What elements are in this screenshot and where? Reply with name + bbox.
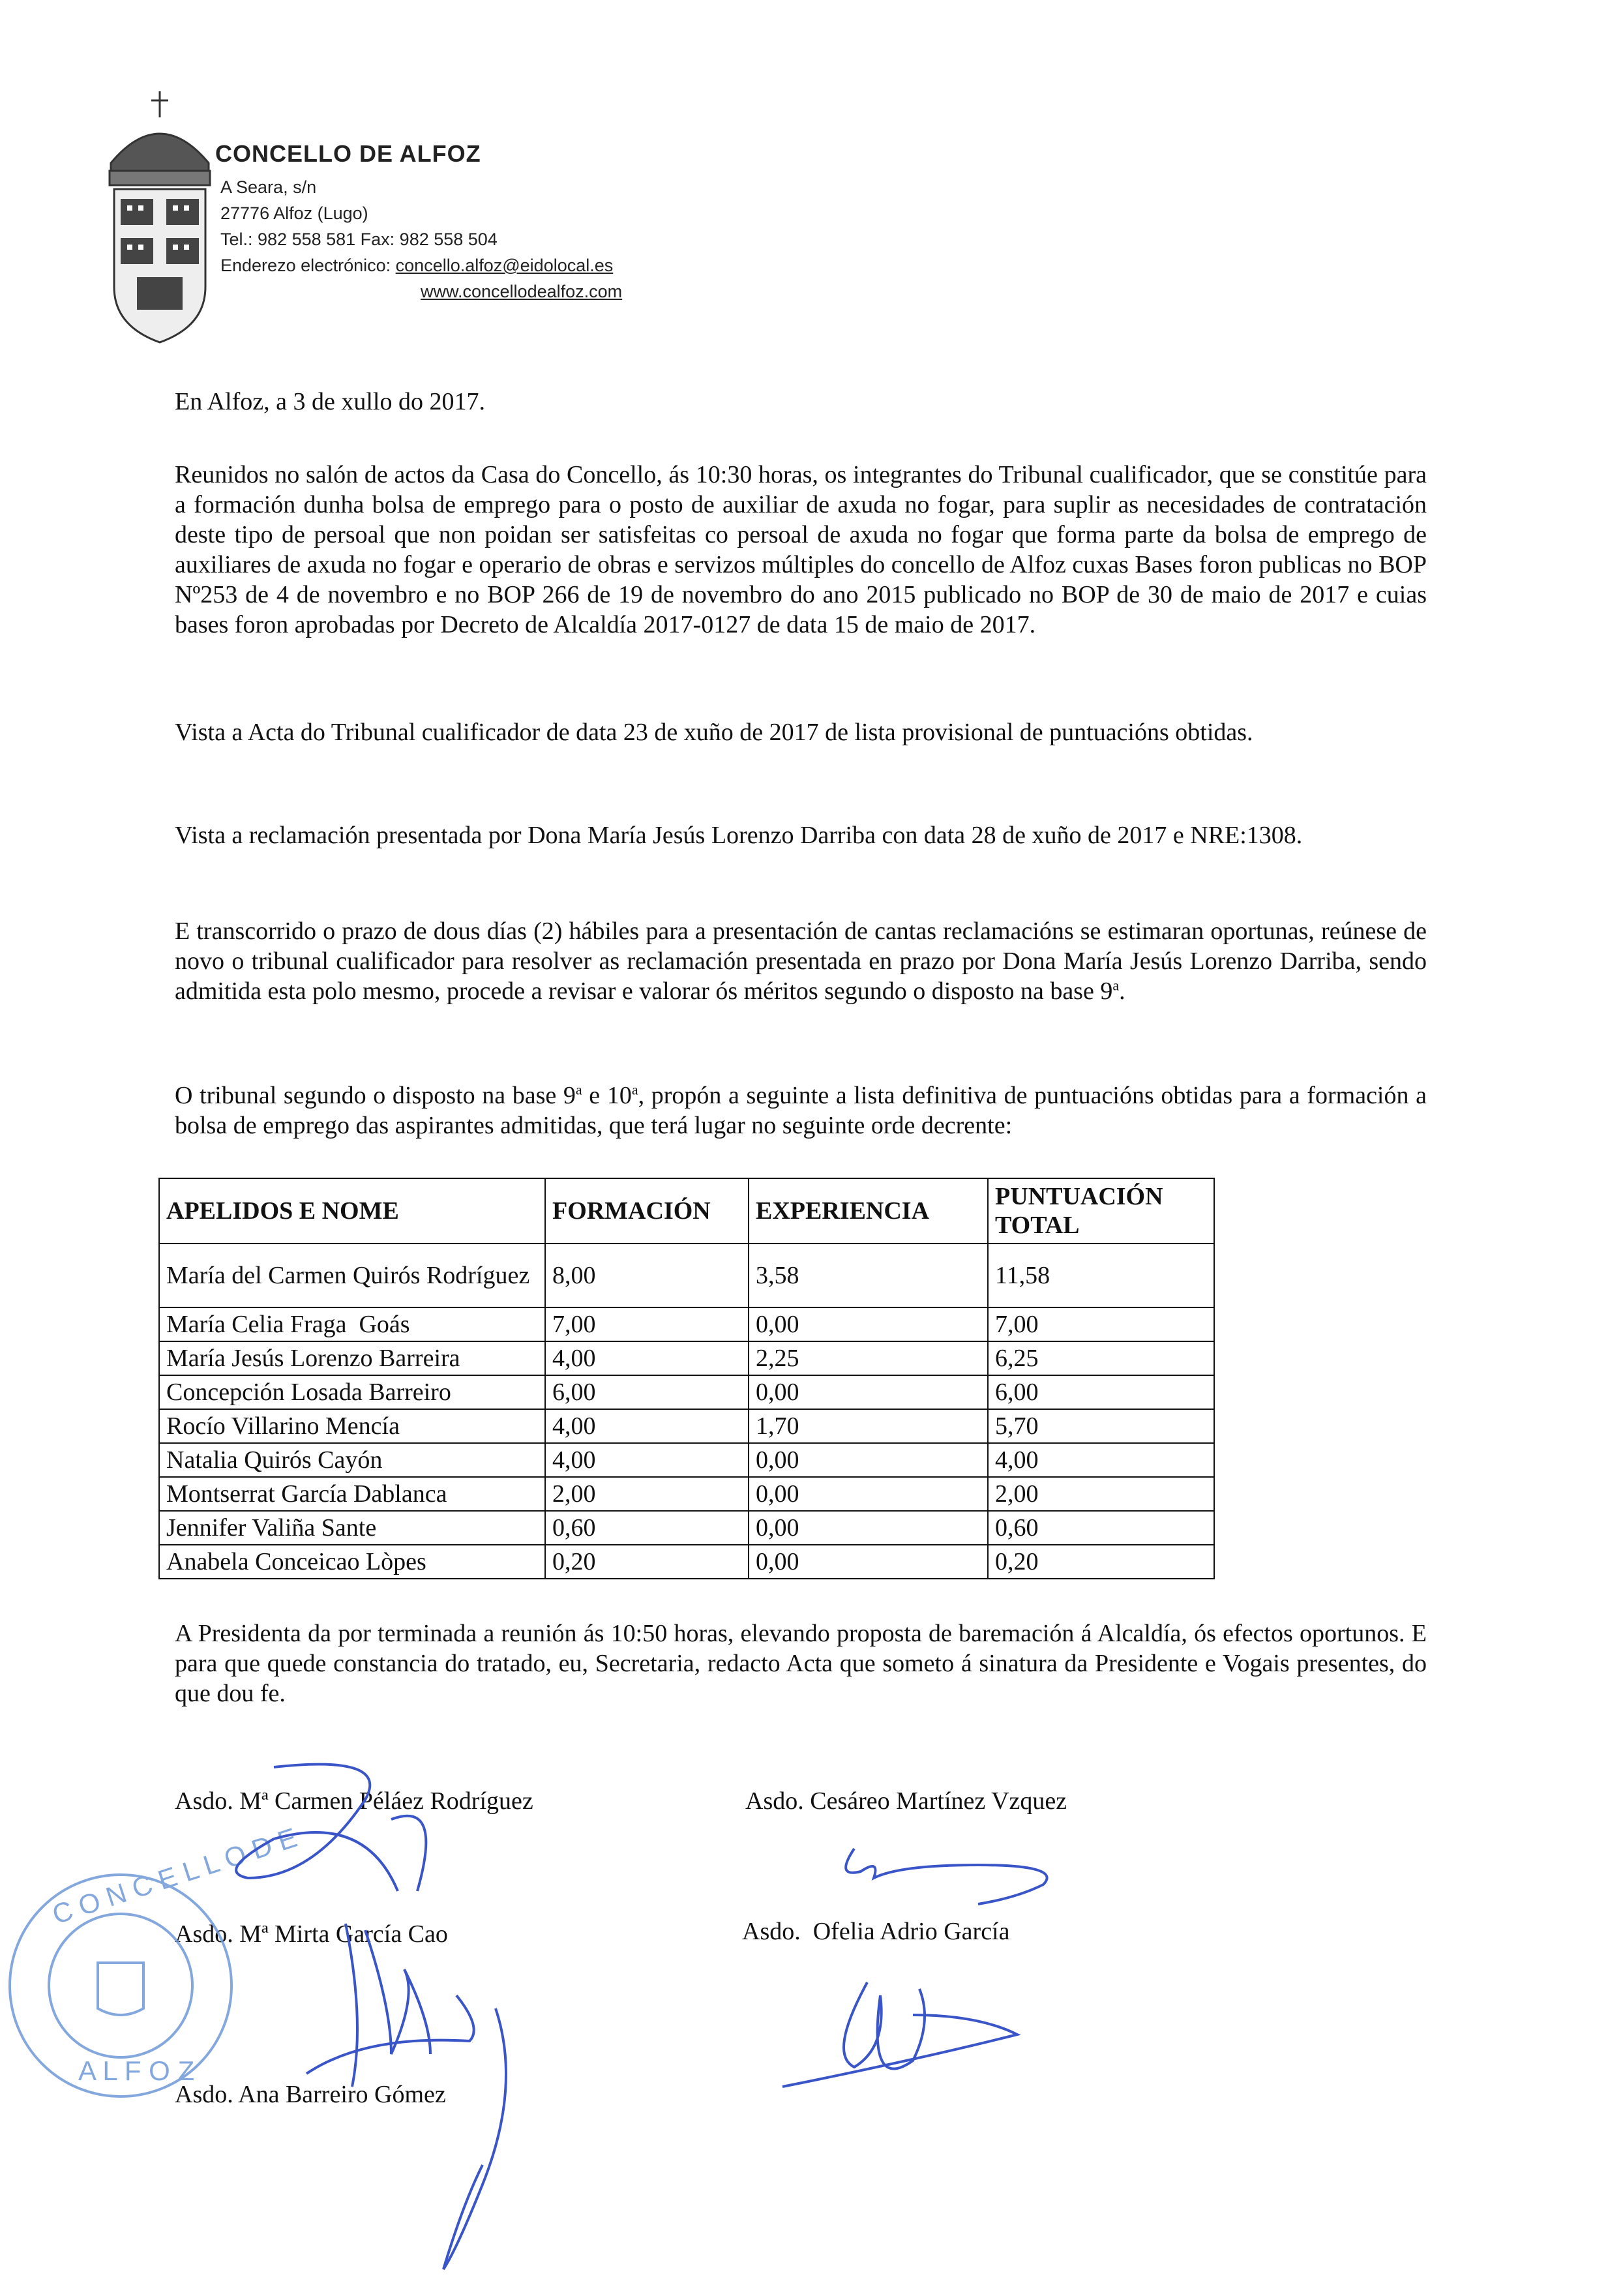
date-line: En Alfoz, a 3 de xullo do 2017. bbox=[175, 388, 485, 415]
cell-total: 6,00 bbox=[988, 1375, 1214, 1409]
header-training: FORMACIÓN bbox=[545, 1178, 749, 1244]
cell-name: Jennifer Valiña Sante bbox=[159, 1511, 545, 1545]
signature-line-4: Asdo. Ofelia Adrio García bbox=[742, 1918, 1010, 1945]
cell-experience: 0,00 bbox=[749, 1375, 988, 1409]
cell-experience: 0,00 bbox=[749, 1477, 988, 1511]
header-total: PUNTUACIÓN TOTAL bbox=[988, 1178, 1214, 1244]
p4-end: . bbox=[1119, 977, 1125, 1005]
email-link[interactable]: concello.alfoz@eidolocal.es bbox=[395, 256, 614, 275]
header-experience: EXPERIENCIA bbox=[749, 1178, 988, 1244]
cell-total: 6,25 bbox=[988, 1341, 1214, 1375]
signature-line-2: Asdo. Cesáreo Martínez Vzquez bbox=[745, 1787, 1067, 1815]
address-city: 27776 Alfoz (Lugo) bbox=[220, 203, 368, 223]
cell-training: 2,00 bbox=[545, 1477, 749, 1511]
cell-training: 7,00 bbox=[545, 1307, 749, 1341]
cell-training: 4,00 bbox=[545, 1443, 749, 1477]
paragraph-provisional-list: Vista a Acta do Tribunal cualificador de data 23 de xuño de 2017 de lista provisional de puntuacións obtidas. bbox=[175, 719, 1253, 746]
cell-name: Natalia Quirós Cayón bbox=[159, 1443, 545, 1477]
cell-experience: 1,70 bbox=[749, 1409, 988, 1443]
signature-line-5: Asdo. Ana Barreiro Gómez bbox=[175, 2081, 446, 2108]
address-phone: Tel.: 982 558 581 Fax: 982 558 504 bbox=[220, 230, 498, 249]
cell-name: Rocío Villarino Mencía bbox=[159, 1409, 545, 1443]
signature-line-3: Asdo. Mª Mirta García Cao bbox=[175, 1920, 448, 1948]
cell-total: 5,70 bbox=[988, 1409, 1214, 1443]
cell-name: María del Carmen Quirós Rodríguez bbox=[159, 1244, 545, 1307]
handwritten-signature-icon bbox=[782, 1982, 1017, 2087]
website-link[interactable]: www.concellodealfoz.com bbox=[421, 282, 623, 301]
paragraph-meeting: Reunidos no salón de actos da Casa do Concello, ás 10:30 horas, os integrantes do Tribunal cualificador, que se constitúe para a formación dunha bolsa de emprego para o posto de auxiliar de axuda no fogar, para suplir as necesidades de contratación deste tipo de persoal que non poidan ser satisfeitas co persoal de axuda no fogar que forma parte da bolsa de emprego de auxiliares de axuda no fogar e operario de obras e servizos múltiples do concello de Alfoz cuxas Bases foron publicas no BOP Nº253 de 4 de novembro e no BOP 266 de 19 de novembro do ano 2015 publicado no BOP de 30 de maio de 2017 e cuias bases foron aprobadas por Decreto de Alcaldía 2017-0127 de data 15 de maio de 2017. bbox=[175, 461, 1427, 638]
header-name: APELIDOS E NOME bbox=[159, 1178, 545, 1244]
cell-training: 8,00 bbox=[545, 1244, 749, 1307]
cell-name: Montserrat García Dablanca bbox=[159, 1477, 545, 1511]
cell-name: María Celia Fraga Goás bbox=[159, 1307, 545, 1341]
p4-main: E transcorrido o prazo de dous días (2) hábiles para a presentación de cantas reclamacións se estimaran oportunas, reúnese de novo o tribunal cualificador para resolver as reclamación presentada en prazo por Dona María Jesús Lorenzo Darriba, sendo admitida esta polo mesmo, procede a revisar e valorar ós méritos segundo o disposto na base 9 bbox=[175, 917, 1427, 1005]
cell-total: 4,00 bbox=[988, 1443, 1214, 1477]
paragraph-claim: Vista a reclamación presentada por Dona María Jesús Lorenzo Darriba con data 28 de xuño de 2017 e NRE:1308. bbox=[175, 822, 1303, 849]
organization-name: CONCELLO DE ALFOZ bbox=[215, 140, 481, 167]
cell-training: 6,00 bbox=[545, 1375, 749, 1409]
cell-experience: 0,00 bbox=[749, 1307, 988, 1341]
p5-c: , propón a seguinte a lista definitiva de puntuacións obtidas para a formación a bolsa de emprego das aspirantes admitidas, que terá lugar no seguinte orde decrente: bbox=[175, 1082, 1427, 1139]
cell-training: 4,00 bbox=[545, 1409, 749, 1443]
p5-sup2: a bbox=[631, 1081, 638, 1098]
p5-a: O tribunal segundo o disposto na base 9 bbox=[175, 1082, 576, 1109]
email-label: Enderezo electrónico: bbox=[220, 256, 396, 275]
cell-total: 7,00 bbox=[988, 1307, 1214, 1341]
paragraph-closing: A Presidenta da por terminada a reunión ás 10:50 horas, elevando proposta de baremación á Alcaldía, ós efectos oportunos. E para que quede constancia do tratado, eu, Secretaria, redacto Acta que someto á sinatura da Presidente e Vogais presentes, do que dou fe. bbox=[175, 1620, 1427, 1707]
svg-text:A L F O Z: A L F O Z bbox=[78, 2055, 195, 2086]
address-street: A Seara, s/n bbox=[220, 177, 317, 197]
cell-experience: 0,00 bbox=[749, 1511, 988, 1545]
handwritten-signature-icon bbox=[846, 1849, 1047, 1904]
cell-total: 2,00 bbox=[988, 1477, 1214, 1511]
cell-experience: 3,58 bbox=[749, 1244, 988, 1307]
cell-experience: 0,00 bbox=[749, 1443, 988, 1477]
cell-name: Concepción Losada Barreiro bbox=[159, 1375, 545, 1409]
cell-name: María Jesús Lorenzo Barreira bbox=[159, 1341, 545, 1375]
p4-sup: a bbox=[1112, 977, 1120, 994]
cell-training: 0,20 bbox=[545, 1545, 749, 1579]
p5-sup1: a bbox=[575, 1081, 582, 1098]
cell-total: 11,58 bbox=[988, 1244, 1214, 1307]
svg-text:C O N C E L L O D E: C O N C E L L O D E bbox=[48, 1821, 301, 1930]
p5-b: e 10 bbox=[582, 1082, 632, 1109]
cell-training: 0,60 bbox=[545, 1511, 749, 1545]
handwritten-signature-icon bbox=[236, 1765, 426, 1891]
cell-experience: 2,25 bbox=[749, 1341, 988, 1375]
cell-total: 0,60 bbox=[988, 1511, 1214, 1545]
cell-training: 4,00 bbox=[545, 1341, 749, 1375]
stamp-icon bbox=[10, 1822, 301, 2096]
cell-name: Anabela Conceicao Lòpes bbox=[159, 1545, 545, 1579]
handwritten-signature-icon bbox=[306, 1924, 506, 2269]
signature-line-1: Asdo. Mª Carmen Péláez Rodríguez bbox=[175, 1787, 533, 1815]
cell-total: 0,20 bbox=[988, 1545, 1214, 1579]
cell-experience: 0,00 bbox=[749, 1545, 988, 1579]
